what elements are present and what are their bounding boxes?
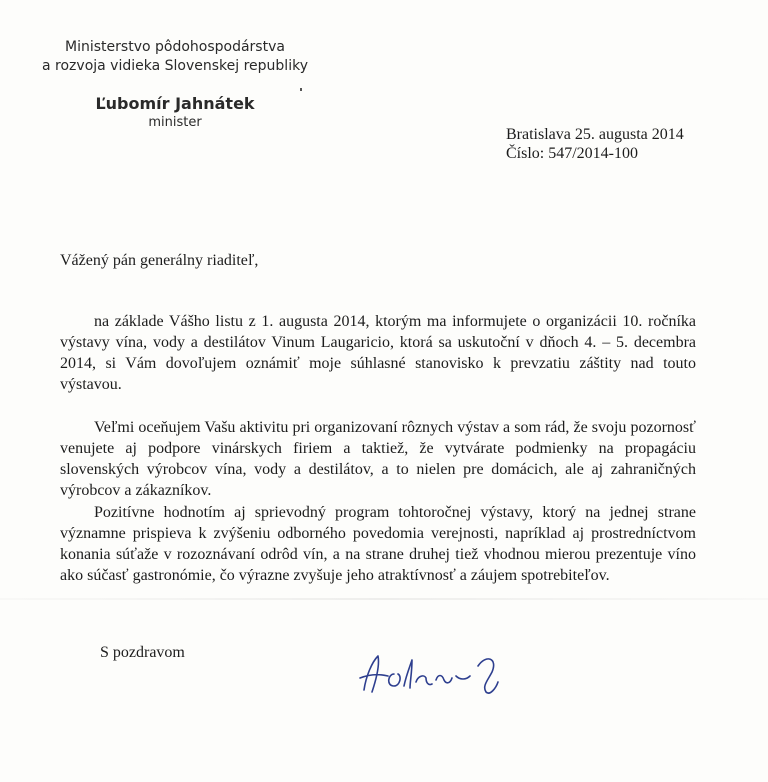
paragraph-2-text: Veľmi oceňujem Vašu aktivitu pri organizovaní rôznych výstav a som rád, že svoju pozornosť venujete aj podpore vinárskych firiem a taktiež, že vytvárate podmienky na propagáciu slovenských výrobcov vína, vody a destilátov, a to nielen pre domácich, ale aj zahraničných výrobcov a zákazníkov. [60, 419, 696, 499]
paragraph-3 [60, 502, 696, 586]
place-date: Bratislava 25. augusta 2014 [506, 126, 684, 143]
paragraph-2 [60, 417, 696, 501]
paragraph-1-text: na základe Vášho listu z 1. augusta 2014, ktorým ma informujete o organizácii 10. ročníka výstavy vína, vody a destilátov Vinum Laugaricio, ktorá sa uskutoční v dňoch 4. – 5. decembra 2014, si Vám dovoľujem oznámiť moje súhlasné stanovisko k prevzatiu záštity nad touto výstavou. [60, 313, 696, 393]
letter-meta [506, 125, 684, 163]
ministry-line-2: a rozvoja vidieka Slovenskej republiky [42, 58, 308, 74]
letterhead-ministry [40, 38, 310, 76]
signature [346, 636, 516, 706]
sender-name: Ľubomír Jahnátek [95, 94, 255, 113]
ink-mark [300, 88, 302, 91]
paragraph-3-text: Pozitívne hodnotím aj sprievodný program tohtoročnej výstavy, ktorý na jednej strane významne prispieva k zvýšeniu odborného povedomia verejnosti, napríklad aj prostredníctvom konania súťaže v rozoznávaní odrôd vín, a na strane druhej tiež vhodnou mierou prezentuje víno ako súčasť gastronómie, čo výrazne zvyšuje jeho atraktívnosť a záujem spotrebiteľov. [60, 504, 696, 584]
paper-fold [0, 598, 768, 600]
ministry-line-1: Ministerstvo pôdohospodárstva [65, 39, 285, 55]
salutation: Vážený pán generálny riaditeľ, [60, 252, 259, 269]
closing: S pozdravom [100, 644, 185, 661]
reference-number: Číslo: 547/2014-100 [506, 145, 639, 162]
paragraph-1 [60, 311, 696, 395]
sender-role: minister [148, 115, 202, 130]
